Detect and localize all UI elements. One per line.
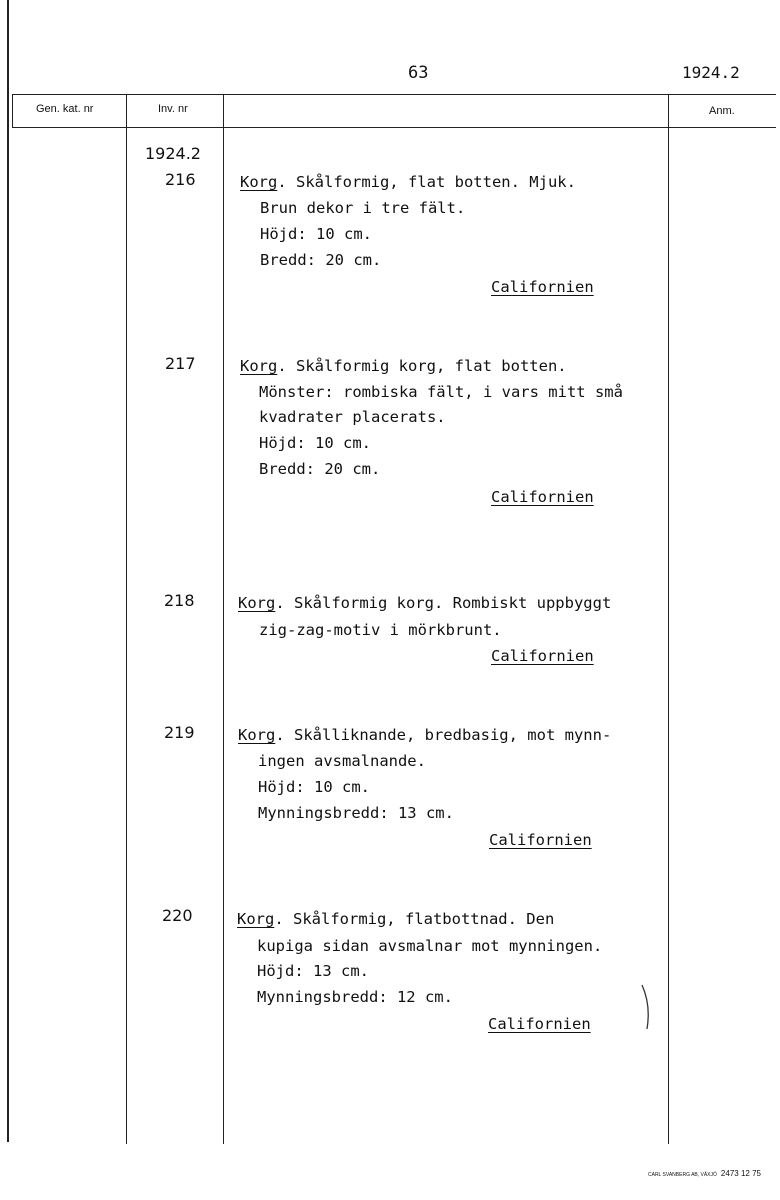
column-divider-2: [126, 94, 127, 1144]
entry-title: Korg: [240, 173, 278, 191]
entry-line: Mönster: rombiska fält, i vars mitt små: [259, 383, 623, 401]
entry-line: Höjd: 10 cm.: [258, 778, 370, 796]
inventory-number: 216: [165, 170, 196, 189]
printer-name: CARL SVANBERG AB, VÄXJÖ: [648, 1172, 717, 1178]
printer-imprint: [648, 1163, 761, 1181]
entry-title: Korg: [237, 910, 275, 928]
collection-reference: 1924.2: [145, 144, 201, 163]
catalog-entry: [237, 910, 667, 1040]
entry-title: Korg: [238, 726, 276, 744]
entry-description: . Skålliknande, bredbasig, mot mynn-: [275, 726, 612, 744]
entry-line: Bredd: 20 cm.: [260, 251, 382, 269]
entry-origin: Californien: [491, 488, 594, 506]
column-divider-1: [12, 94, 13, 128]
column-divider-3: [223, 94, 224, 1144]
column-header-anm: Anm.: [709, 105, 735, 117]
left-margin-rule: [7, 0, 9, 1142]
entry-first-line: [238, 726, 611, 744]
entry-origin: Californien: [491, 278, 594, 296]
year-reference: 1924.2: [682, 63, 740, 82]
entry-line: Bredd: 20 cm.: [259, 460, 381, 478]
entry-line: ingen avsmalnande.: [258, 752, 426, 770]
entry-line: kupiga sidan avsmalnar mot mynningen.: [257, 937, 603, 955]
bracket-mark: [638, 983, 658, 1033]
entry-description: . Skålformig korg, flat botten.: [277, 357, 567, 375]
inventory-number: 219: [164, 723, 195, 742]
page-number: 63: [408, 63, 429, 83]
entry-origin: Californien: [489, 831, 592, 849]
entry-first-line: [240, 357, 567, 375]
entry-first-line: [238, 594, 611, 612]
catalog-entry: [240, 357, 670, 517]
entry-line: Mynningsbredd: 12 cm.: [257, 988, 453, 1006]
column-header-gen-kat: Gen. kat. nr: [36, 103, 94, 115]
entry-line: Höjd: 13 cm.: [257, 962, 369, 980]
inventory-number: 217: [165, 354, 196, 373]
entry-description: . Skålformig, flat botten. Mjuk.: [277, 173, 576, 191]
entry-origin: Californien: [488, 1015, 591, 1033]
entry-title: Korg: [238, 594, 276, 612]
column-header-inv: Inv. nr: [158, 103, 188, 115]
entry-title: Korg: [240, 357, 278, 375]
entry-description: . Skålformig, flatbottnad. Den: [274, 910, 555, 928]
catalog-entry: [238, 594, 668, 674]
entry-origin: Californien: [491, 647, 594, 665]
entry-first-line: [237, 910, 554, 928]
entry-first-line: [240, 173, 576, 191]
entry-line: Höjd: 10 cm.: [259, 434, 371, 452]
entry-line: kvadrater placerats.: [259, 408, 446, 426]
entry-line: Brun dekor i tre fält.: [260, 199, 466, 217]
catalog-entry: [240, 173, 670, 303]
entry-line: zig-zag-motiv i mörkbrunt.: [259, 621, 502, 639]
entry-line: Mynningsbredd: 13 cm.: [258, 804, 454, 822]
entry-description: . Skålformig korg. Rombiskt uppbyggt: [275, 594, 612, 612]
inventory-number: 218: [164, 591, 195, 610]
form-code: 2473 12 75: [720, 1169, 761, 1178]
catalog-entry: [238, 726, 668, 856]
entry-line: Höjd: 10 cm.: [260, 225, 372, 243]
inventory-number: 220: [162, 906, 193, 925]
